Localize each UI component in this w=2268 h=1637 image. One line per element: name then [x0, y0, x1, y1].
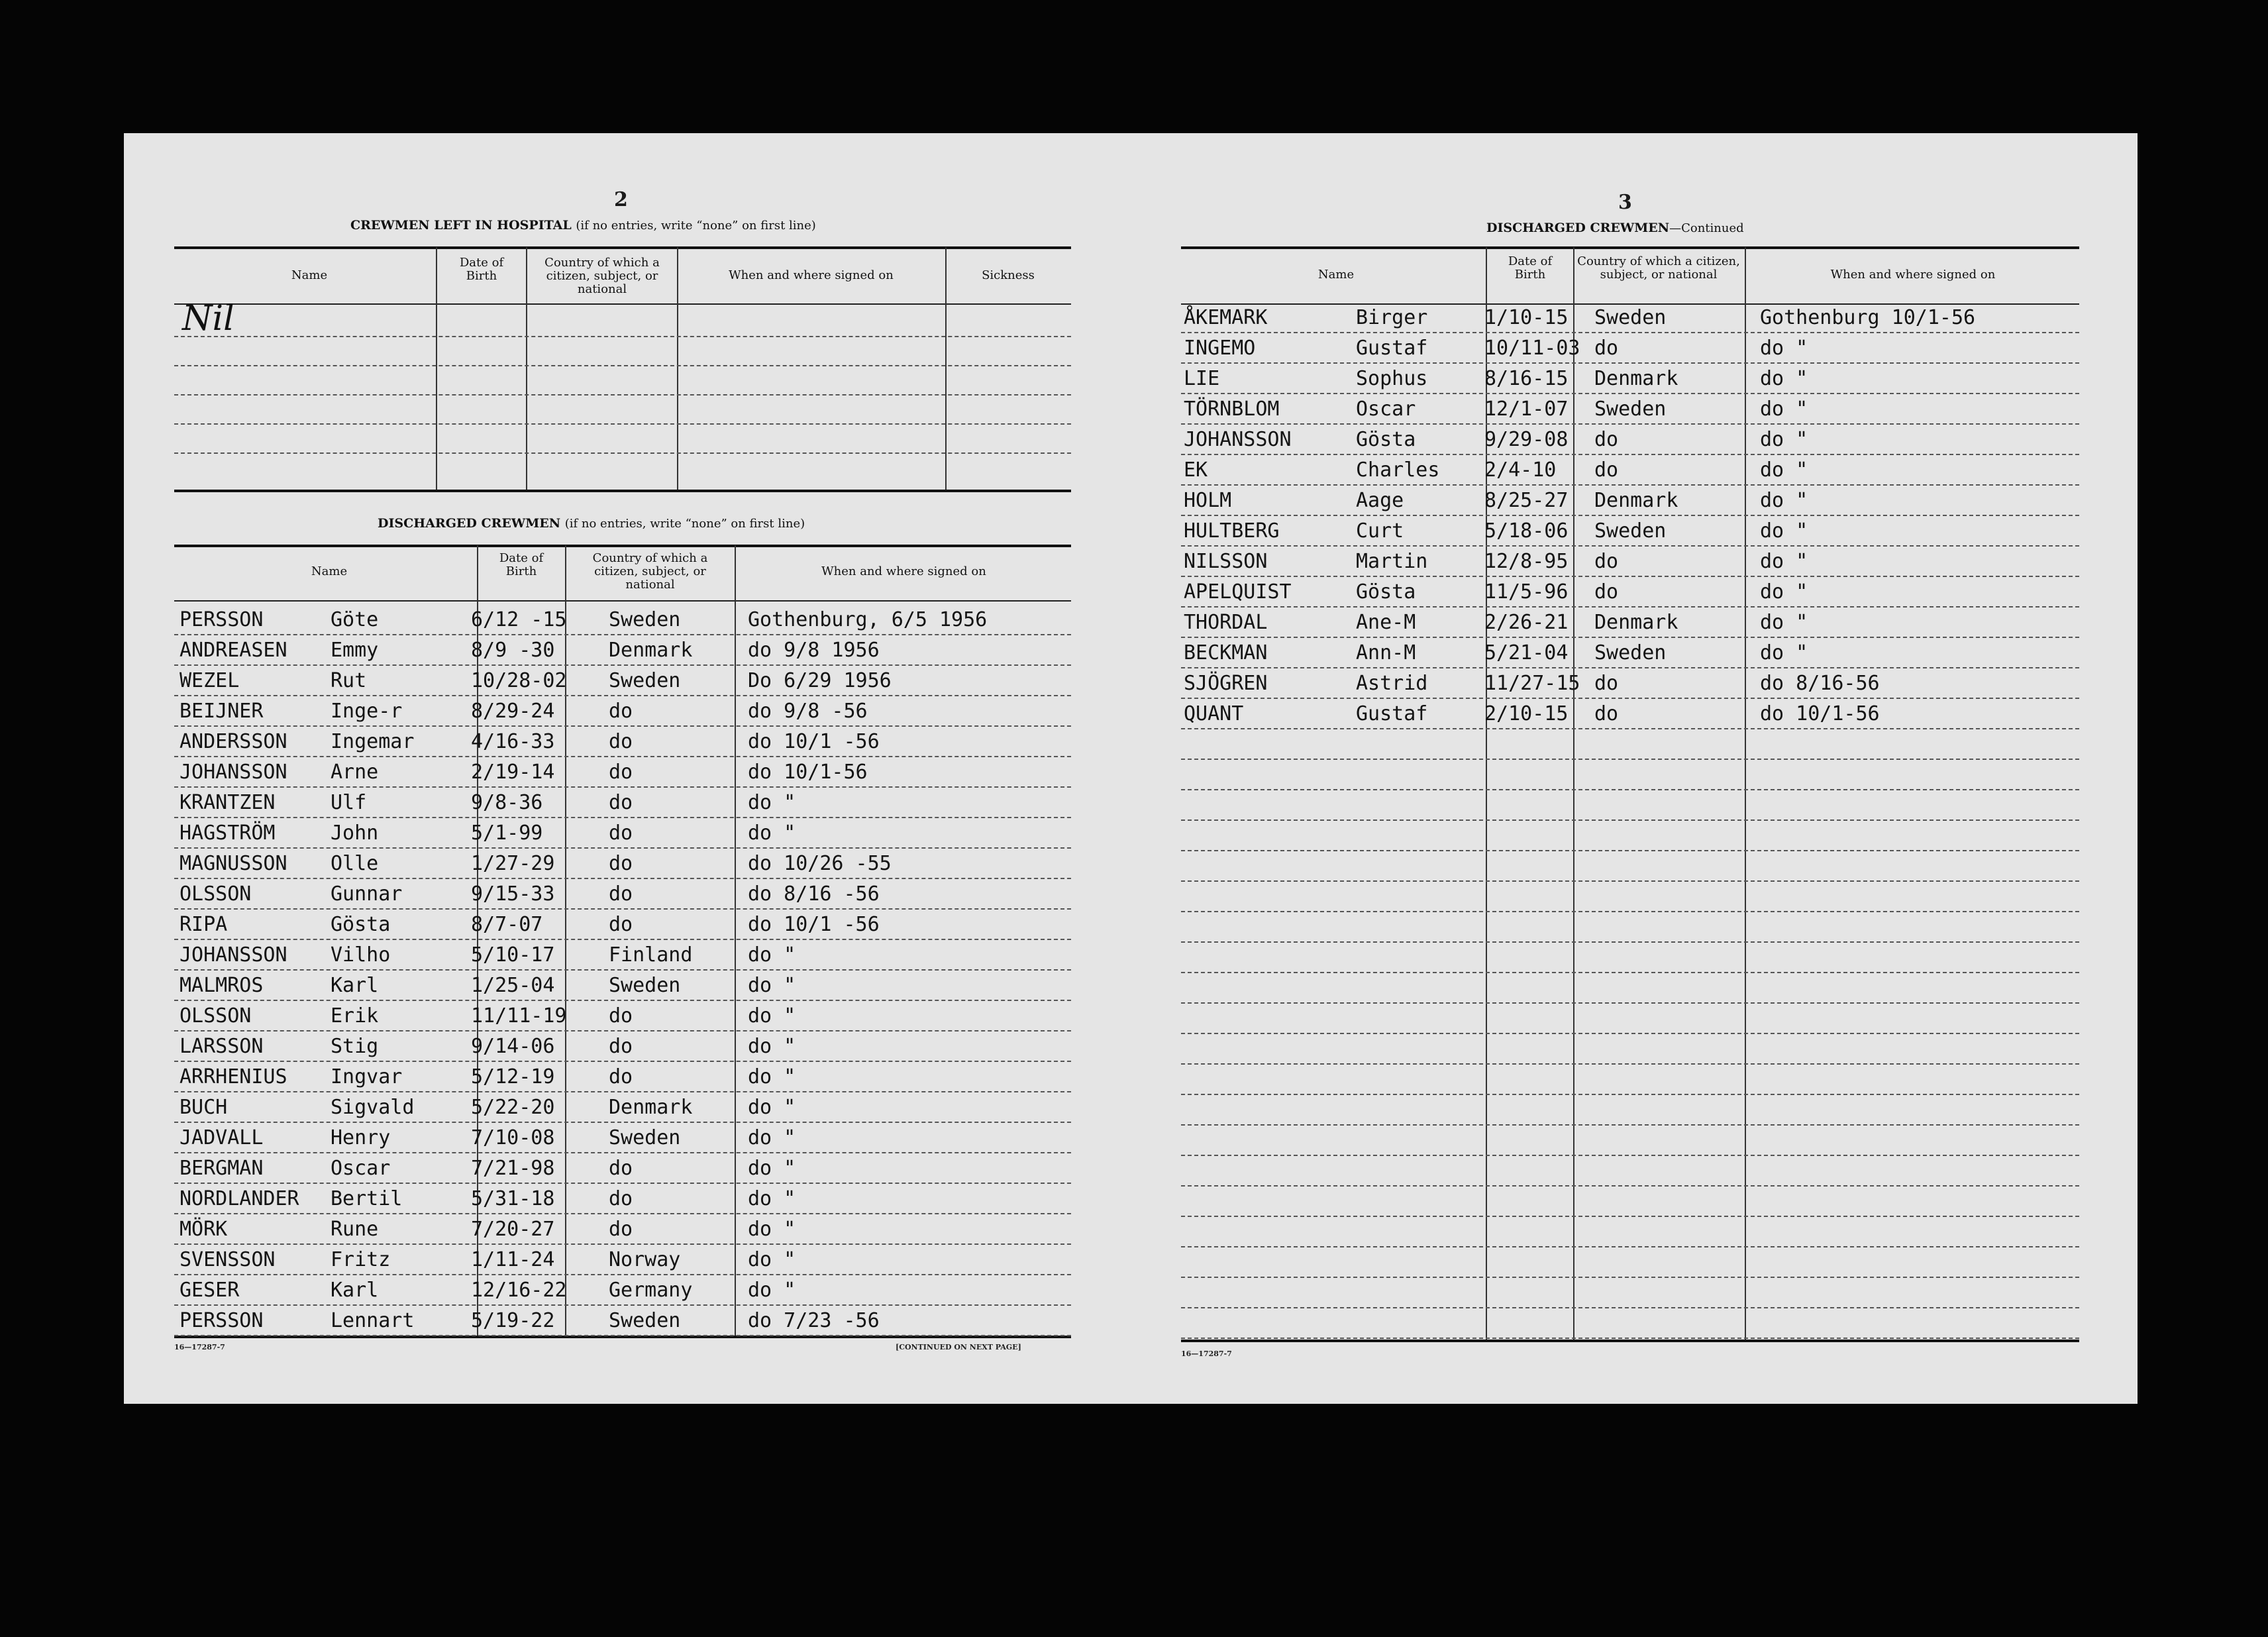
signed-on-cell: do " — [748, 1126, 796, 1149]
col-header-country: Country of which a citizen, subject, or national — [592, 551, 708, 592]
table-row-line — [174, 695, 1071, 696]
surname-cell: NILSSON — [1184, 550, 1268, 573]
col-header-signed: When and where signed on — [1830, 268, 1996, 282]
given-name-cell: John — [331, 821, 379, 845]
table-row-line — [174, 756, 1071, 757]
dob-cell: 5/12-19 — [471, 1065, 555, 1088]
surname-cell: JOHANSSON — [180, 943, 287, 967]
surname-cell: KRANTZEN — [180, 791, 276, 814]
surname-cell: SJÖGREN — [1184, 672, 1268, 695]
entry-line — [174, 336, 1071, 337]
country-cell: do — [609, 852, 633, 875]
country-cell: do — [609, 882, 633, 906]
signed-on-cell: do 8/16 -56 — [748, 882, 880, 906]
given-name-cell: Karl — [331, 1279, 379, 1302]
given-name-cell: Olle — [331, 852, 379, 875]
right-page — [1131, 133, 2138, 1404]
dob-cell: 11/27-15 — [1484, 672, 1580, 695]
signed-on-cell: Gothenburg, 6/5 1956 — [748, 608, 988, 631]
given-name-cell: Ingvar — [331, 1065, 403, 1088]
given-name-cell: Curt — [1356, 519, 1404, 543]
table-row-line — [174, 1274, 1071, 1275]
country-cell: Sweden — [1594, 519, 1667, 543]
surname-cell: HOLM — [1184, 489, 1232, 512]
signed-on-cell: do " — [748, 1065, 796, 1088]
table-row-line — [1181, 1124, 2079, 1126]
country-cell: Sweden — [609, 669, 681, 692]
country-cell: Denmark — [609, 1096, 693, 1119]
dob-cell: 8/25-27 — [1484, 489, 1569, 512]
page-number: 3 — [1618, 191, 1632, 214]
country-cell: do — [609, 1187, 633, 1210]
col-header-name: Name — [1317, 268, 1355, 282]
signed-on-cell: Gothenburg 10/1-56 — [1760, 306, 1976, 329]
surname-cell: BECKMAN — [1184, 641, 1268, 664]
table-row-line — [1181, 698, 2079, 699]
table-row-line — [1181, 332, 2079, 333]
signed-on-cell: do 10/1-56 — [748, 761, 868, 784]
given-name-cell: Gösta — [1356, 428, 1416, 451]
surname-cell: BERGMAN — [180, 1157, 264, 1180]
table-rule — [1181, 303, 2079, 305]
given-name-cell: Martin — [1356, 550, 1428, 573]
surname-cell: JOHANSSON — [180, 761, 287, 784]
given-name-cell: Rut — [331, 669, 367, 692]
dob-cell: 2/4-10 — [1484, 458, 1557, 482]
table-row-line — [1181, 1155, 2079, 1156]
table-row-line — [174, 847, 1071, 849]
surname-cell: OLSSON — [180, 1004, 252, 1028]
dob-cell: 12/1-07 — [1484, 397, 1569, 421]
column-divider — [1745, 247, 1746, 1340]
page-number: 2 — [614, 188, 628, 211]
table-row-line — [174, 634, 1071, 635]
table-row-line — [1181, 819, 2079, 821]
given-name-cell: Ingemar — [331, 730, 415, 753]
country-cell: Denmark — [1594, 367, 1678, 390]
signed-on-cell: do " — [1760, 397, 1808, 421]
col-header-sickness: Sickness — [982, 268, 1035, 282]
dob-cell: 11/5-96 — [1484, 580, 1569, 604]
country-cell: Sweden — [1594, 641, 1667, 664]
table-row-line — [1181, 423, 2079, 425]
table-row-line — [1181, 393, 2079, 394]
table-row-line — [1181, 850, 2079, 851]
table-row-line — [174, 969, 1071, 971]
dob-cell: 1/25-04 — [471, 974, 555, 997]
given-name-cell: Inge-r — [331, 700, 403, 723]
surname-cell: HAGSTRÖM — [180, 821, 276, 845]
given-name-cell: Gösta — [1356, 580, 1416, 604]
table-rule — [174, 600, 1071, 602]
dob-cell: 5/22-20 — [471, 1096, 555, 1119]
country-cell: do — [609, 1157, 633, 1180]
surname-cell: PERSSON — [180, 1309, 264, 1332]
table-rule — [174, 545, 1071, 547]
table-row-line — [1181, 515, 2079, 516]
dob-cell: 7/20-27 — [471, 1218, 555, 1241]
col-header-dob: Date of Birth — [459, 256, 504, 283]
surname-cell: MÖRK — [180, 1218, 228, 1241]
country-cell: do — [609, 913, 633, 936]
signed-on-cell: do " — [1760, 611, 1808, 634]
signed-on-cell: do " — [1760, 337, 1808, 360]
given-name-cell: Lennart — [331, 1309, 415, 1332]
country-cell: do — [1594, 337, 1619, 360]
dob-cell: 8/16-15 — [1484, 367, 1569, 390]
dob-cell: 2/26-21 — [1484, 611, 1569, 634]
table-row-line — [174, 786, 1071, 788]
table-row-line — [1181, 728, 2079, 729]
surname-cell: ARRHENIUS — [180, 1065, 287, 1088]
signed-on-cell: do " — [1760, 367, 1808, 390]
signed-on-cell: do 10/26 -55 — [748, 852, 892, 875]
table-row-line — [1181, 1216, 2079, 1217]
given-name-cell: Oscar — [331, 1157, 391, 1180]
table-row-line — [1181, 1063, 2079, 1065]
table-row-line — [1181, 545, 2079, 547]
table-row-line — [1181, 1094, 2079, 1095]
country-cell: do — [609, 761, 633, 784]
surname-cell: THORDAL — [1184, 611, 1268, 634]
dob-cell: 5/31-18 — [471, 1187, 555, 1210]
country-cell: Germany — [609, 1279, 693, 1302]
entry-line — [174, 394, 1071, 396]
given-name-cell: Emmy — [331, 639, 379, 662]
given-name-cell: Oscar — [1356, 397, 1416, 421]
table-row-line — [1181, 362, 2079, 364]
given-name-cell: Birger — [1356, 306, 1428, 329]
table-row-line — [1181, 484, 2079, 486]
column-divider — [1573, 247, 1574, 1340]
surname-cell: BUCH — [180, 1096, 228, 1119]
country-cell: Sweden — [609, 1126, 681, 1149]
table-row-line — [1181, 1246, 2079, 1247]
signed-on-cell: do " — [1760, 550, 1808, 573]
table-row-line — [1181, 941, 2079, 943]
surname-cell: INGEMO — [1184, 337, 1256, 360]
dob-cell: 2/10-15 — [1484, 702, 1569, 725]
left-page — [124, 133, 1104, 1404]
given-name-cell: Gustaf — [1356, 337, 1428, 360]
form-number: 16—17287-7 — [1181, 1349, 1232, 1358]
surname-cell: ANDREASEN — [180, 639, 287, 662]
table-row-line — [1181, 637, 2079, 638]
dob-cell: 1/27-29 — [471, 852, 555, 875]
discharged-section-title: DISCHARGED CREWMEN (if no entries, write “none” on first line) — [378, 516, 805, 531]
given-name-cell: Aage — [1356, 489, 1404, 512]
table-row-line — [1181, 667, 2079, 668]
table-row-line — [174, 1030, 1071, 1031]
given-name-cell: Sophus — [1356, 367, 1428, 390]
surname-cell: ANDERSSON — [180, 730, 287, 753]
given-name-cell: Erik — [331, 1004, 379, 1028]
country-cell: Sweden — [1594, 306, 1667, 329]
table-rule — [1181, 246, 2079, 249]
signed-on-cell: do " — [1760, 428, 1808, 451]
table-row-line — [174, 1152, 1071, 1153]
surname-cell: SVENSSON — [180, 1248, 276, 1271]
table-row-line — [174, 1000, 1071, 1001]
country-cell: do — [609, 1218, 633, 1241]
country-cell: do — [1594, 550, 1619, 573]
dob-cell: 8/7-07 — [471, 913, 543, 936]
surname-cell: JADVALL — [180, 1126, 264, 1149]
signed-on-cell: do " — [748, 974, 796, 997]
surname-cell: RIPA — [180, 913, 228, 936]
given-name-cell: Arne — [331, 761, 379, 784]
signed-on-cell: do 8/16-56 — [1760, 672, 1880, 695]
country-cell: do — [609, 700, 633, 723]
col-header-signed: When and where signed on — [729, 268, 894, 282]
given-name-cell: Ane-M — [1356, 611, 1416, 634]
country-cell: Sweden — [1594, 397, 1667, 421]
column-divider — [735, 545, 736, 1336]
table-row-line — [1181, 759, 2079, 760]
table-row-line — [1181, 880, 2079, 882]
country-cell: Sweden — [609, 974, 681, 997]
surname-cell: ÅKEMARK — [1184, 306, 1268, 329]
signed-on-cell: do 7/23 -56 — [748, 1309, 880, 1332]
hospital-section-title: CREWMEN LEFT IN HOSPITAL (if no entries, write “none” on first line) — [350, 218, 816, 233]
surname-cell: QUANT — [1184, 702, 1244, 725]
country-cell: do — [1594, 702, 1619, 725]
surname-cell: MAGNUSSON — [180, 852, 287, 875]
country-cell: do — [609, 791, 633, 814]
table-row-line — [174, 1304, 1071, 1306]
table-row-line — [174, 1213, 1071, 1214]
nil-entry: Nil — [182, 299, 234, 339]
dob-cell: 5/21-04 — [1484, 641, 1569, 664]
surname-cell: JOHANSSON — [1184, 428, 1292, 451]
country-cell: do — [609, 821, 633, 845]
table-rule — [174, 490, 1071, 492]
given-name-cell: Stig — [331, 1035, 379, 1058]
given-name-cell: Göte — [331, 608, 379, 631]
surname-cell: LIE — [1184, 367, 1220, 390]
dob-cell: 5/1-99 — [471, 821, 543, 845]
country-cell: do — [1594, 580, 1619, 604]
table-rule — [174, 246, 1071, 249]
entry-line — [174, 423, 1071, 425]
country-cell: Norway — [609, 1248, 681, 1271]
table-row-line — [174, 1243, 1071, 1245]
dob-cell: 10/28-02 — [471, 669, 567, 692]
table-row-line — [1181, 1307, 2079, 1308]
signed-on-cell: Do 6/29 1956 — [748, 669, 892, 692]
given-name-cell: Vilho — [331, 943, 391, 967]
dob-cell: 1/11-24 — [471, 1248, 555, 1271]
country-cell: Finland — [609, 943, 693, 967]
country-cell: do — [609, 1035, 633, 1058]
signed-on-cell: do " — [748, 1248, 796, 1271]
signed-on-cell: do " — [748, 791, 796, 814]
signed-on-cell: do 10/1 -56 — [748, 913, 880, 936]
signed-on-cell: do " — [1760, 580, 1808, 604]
surname-cell: APELQUIST — [1184, 580, 1292, 604]
table-row-line — [174, 1091, 1071, 1092]
dob-cell: 6/12 -15 — [471, 608, 567, 631]
dob-cell: 5/18-06 — [1484, 519, 1569, 543]
country-cell: Denmark — [609, 639, 693, 662]
table-row-line — [174, 817, 1071, 818]
dob-cell: 11/11-19 — [471, 1004, 567, 1028]
table-row-line — [1181, 911, 2079, 912]
dob-cell: 9/15-33 — [471, 882, 555, 906]
dob-cell: 7/21-98 — [471, 1157, 555, 1180]
form-number: 16—17287-7 — [174, 1343, 225, 1351]
surname-cell: BEIJNER — [180, 700, 264, 723]
table-row-line — [1181, 1185, 2079, 1187]
col-header-signed: When and where signed on — [821, 564, 986, 578]
surname-cell: HULTBERG — [1184, 519, 1280, 543]
given-name-cell: Rune — [331, 1218, 379, 1241]
given-name-cell: Fritz — [331, 1248, 391, 1271]
surname-cell: GESER — [180, 1279, 240, 1302]
discharged-continued-title: DISCHARGED CREWMEN—Continued — [1486, 221, 1744, 235]
signed-on-cell: do 10/1 -56 — [748, 730, 880, 753]
document-paper — [124, 133, 2138, 1404]
table-row-line — [1181, 1338, 2079, 1339]
table-row-line — [174, 725, 1071, 727]
col-header-name: Name — [291, 268, 328, 282]
country-cell: Denmark — [1594, 489, 1678, 512]
table-row-line — [174, 1122, 1071, 1123]
dob-cell: 2/19-14 — [471, 761, 555, 784]
table-row-line — [1181, 1033, 2079, 1034]
table-row-line — [1181, 1277, 2079, 1278]
dob-cell: 9/8-36 — [471, 791, 543, 814]
given-name-cell: Charles — [1356, 458, 1440, 482]
signed-on-cell: do 9/8 -56 — [748, 700, 868, 723]
table-row-line — [174, 908, 1071, 910]
table-row-line — [1181, 789, 2079, 790]
dob-cell: 7/10-08 — [471, 1126, 555, 1149]
col-header-country: Country of which a citizen, subject, or national — [544, 256, 660, 296]
signed-on-cell: do " — [748, 1096, 796, 1119]
table-row-line — [174, 939, 1071, 940]
country-cell: do — [609, 1004, 633, 1028]
surname-cell: OLSSON — [180, 882, 252, 906]
column-divider — [565, 545, 566, 1336]
surname-cell: PERSSON — [180, 608, 264, 631]
surname-cell: TÖRNBLOM — [1184, 397, 1280, 421]
country-cell: do — [1594, 428, 1619, 451]
signed-on-cell: do " — [1760, 489, 1808, 512]
given-name-cell: Ulf — [331, 791, 367, 814]
given-name-cell: Astrid — [1356, 672, 1428, 695]
entry-line — [174, 452, 1071, 454]
table-row-line — [1181, 606, 2079, 607]
given-name-cell: Gösta — [331, 913, 391, 936]
country-cell: do — [609, 730, 633, 753]
given-name-cell: Karl — [331, 974, 379, 997]
signed-on-cell: do " — [748, 1187, 796, 1210]
table-row-line — [174, 664, 1071, 666]
given-name-cell: Sigvald — [331, 1096, 415, 1119]
surname-cell: LARSSON — [180, 1035, 264, 1058]
surname-cell: WEZEL — [180, 669, 240, 692]
surname-cell: NORDLANDER — [180, 1187, 299, 1210]
table-row-line — [1181, 1002, 2079, 1004]
signed-on-cell: do " — [748, 1035, 796, 1058]
table-row-line — [174, 878, 1071, 879]
dob-cell: 8/9 -30 — [471, 639, 555, 662]
col-header-name: Name — [311, 564, 348, 578]
given-name-cell: Ann-M — [1356, 641, 1416, 664]
table-row-line — [174, 1061, 1071, 1062]
country-cell: do — [609, 1065, 633, 1088]
given-name-cell: Gunnar — [331, 882, 403, 906]
country-cell: Sweden — [609, 1309, 681, 1332]
table-row-line — [1181, 972, 2079, 973]
table-rule — [1181, 1340, 2079, 1342]
continued-note: [CONTINUED ON NEXT PAGE] — [896, 1343, 1021, 1351]
table-rule — [174, 303, 1071, 305]
given-name-cell: Henry — [331, 1126, 391, 1149]
signed-on-cell: do " — [748, 1157, 796, 1180]
dob-cell: 8/29-24 — [471, 700, 555, 723]
col-header-country: Country of which a citizen, subject, or national — [1577, 254, 1740, 282]
signed-on-cell: do " — [1760, 458, 1808, 482]
dob-cell: 5/10-17 — [471, 943, 555, 967]
dob-cell: 9/14-06 — [471, 1035, 555, 1058]
signed-on-cell: do " — [1760, 641, 1808, 664]
signed-on-cell: do 9/8 1956 — [748, 639, 880, 662]
country-cell: Sweden — [609, 608, 681, 631]
signed-on-cell: do " — [1760, 519, 1808, 543]
dob-cell: 5/19-22 — [471, 1309, 555, 1332]
surname-cell: MALMROS — [180, 974, 264, 997]
col-header-dob: Date of Birth — [499, 551, 544, 578]
country-cell: do — [1594, 672, 1619, 695]
signed-on-cell: do " — [748, 1279, 796, 1302]
dob-cell: 9/29-08 — [1484, 428, 1569, 451]
entry-line — [174, 365, 1071, 366]
table-row-line — [1181, 576, 2079, 577]
col-header-dob: Date of Birth — [1508, 254, 1553, 282]
surname-cell: EK — [1184, 458, 1208, 482]
signed-on-cell: do " — [748, 1004, 796, 1028]
dob-cell: 12/16-22 — [471, 1279, 567, 1302]
signed-on-cell: do " — [748, 943, 796, 967]
table-row-line — [174, 1335, 1071, 1336]
dob-cell: 1/10-15 — [1484, 306, 1569, 329]
country-cell: Denmark — [1594, 611, 1678, 634]
dob-cell: 4/16-33 — [471, 730, 555, 753]
table-row-line — [174, 1183, 1071, 1184]
country-cell: do — [1594, 458, 1619, 482]
given-name-cell: Gustaf — [1356, 702, 1428, 725]
signed-on-cell: do " — [748, 821, 796, 845]
signed-on-cell: do 10/1-56 — [1760, 702, 1880, 725]
dob-cell: 10/11-03 — [1484, 337, 1580, 360]
dob-cell: 12/8-95 — [1484, 550, 1569, 573]
table-row-line — [1181, 454, 2079, 455]
signed-on-cell: do " — [748, 1218, 796, 1241]
given-name-cell: Bertil — [331, 1187, 403, 1210]
